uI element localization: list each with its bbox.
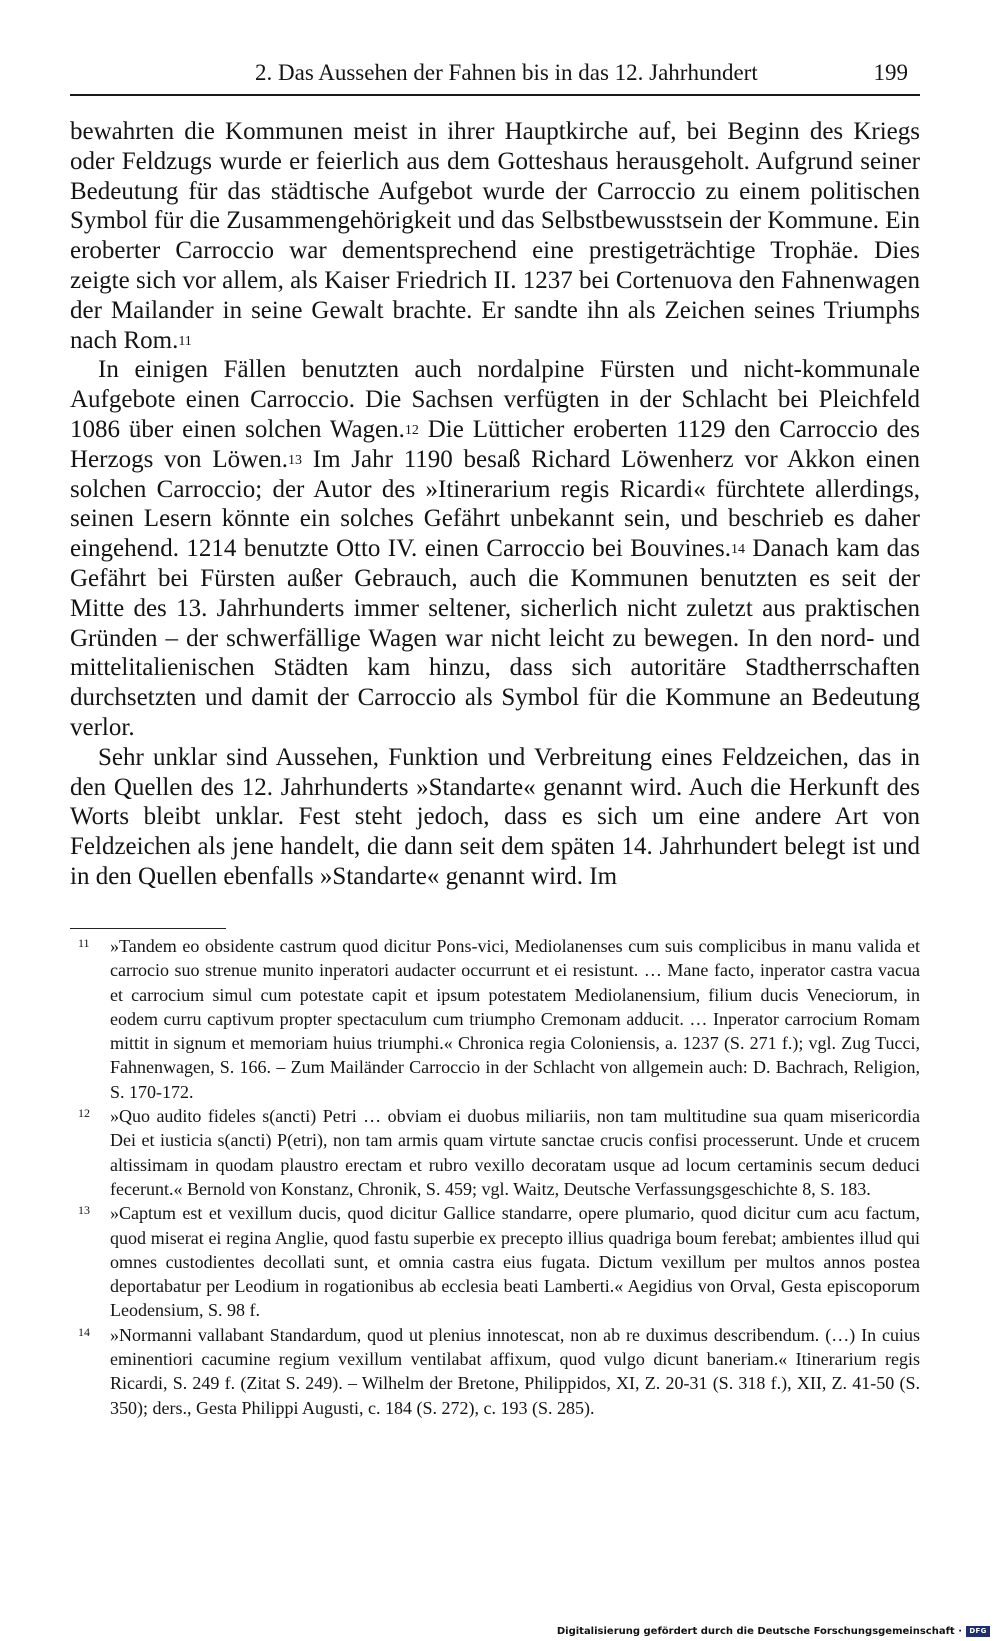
footnote-text: »Captum est et vexillum ducis, quod dicitur Gallice standarre, opere plumario, quod dicitur cum acu factum, quod miserat ei regina Anglie, quod fastu superbie ex precepto illius quadriga boum ferebat; ambientes illud qui omnes custodientes decollati sunt, et omnia castra eius fugata. Dictum vexillum per multos annos postea deportabatur per Leodium in rogationibus ab ecclesia beati Lamberti.« Aegidius von Orval, Gesta episcoporum Leodensium, S. 98 f. <box>110 1203 920 1321</box>
paragraph <box>70 117 920 355</box>
running-header <box>70 54 920 96</box>
text-run: Im Jahr 1190 besaß Richard Löwenherz vor Akkon einen solchen Carroccio; der Autor des »Itinerarium regis Ricardi« fürchtete allerdings, seinen Lesern könnte ein solches Gefährt unbekannt sein, und beschrieb es daher eingehend. 1214 benutzte Otto IV. einen Carroccio bei Bouvines. <box>70 445 920 563</box>
footnote-text: »Normanni vallabant Standardum, quod ut plenius innotescat, non ab re duximus describendum. (…) In cuius eminentiori cacumine regium vexillum ventilabat affixum, quod vulgo dicunt baneriam.« Itinerarium regis Ricardi, S. 249 f. (Zitat S. 249). – Wilhelm der Bretone, Philippidos, XI, Z. 20-31 (S. 318 f.), XII, Z. 41-50 (S. 350); ders., Gesta Philippi Augusti, c. 184 (S. 272), c. 193 (S. 285). <box>110 1324 920 1418</box>
footnote-number: 11 <box>78 936 90 950</box>
text-run: bewahrten die Kommunen meist in ihrer Hauptkirche auf, bei Beginn des Kriegs oder Feldzugs wurde er feierlich aus dem Gotteshaus herausgeholt. Aufgrund seiner Bedeutung für das städtische Aufgebot wurde der Carroccio zu einem politischen Symbol für die Zusammengehörigkeit und das Selbstbewusstsein der Kommune. Ein eroberter Carroccio war dementsprechend eine prestigeträchtige Trophäe. Dies zeigte sich vor allem, als Kaiser Friedrich II. 1237 bei Cortenuova den Fahnenwagen der Mailander in seine Gewalt brachte. Er sandte ihn als Zeichen seines Triumphs nach Rom. <box>70 118 920 354</box>
credit-text: Digitalisierung gefördert durch die Deutsche Forschungsgemeinschaft · <box>556 1625 962 1637</box>
footnote-ref: 11 <box>178 333 192 349</box>
footnote-divider <box>70 928 226 929</box>
footnote-ref: 13 <box>288 452 302 468</box>
footnote-ref: 14 <box>730 542 745 558</box>
running-title: 2. Das Aussehen der Fahnen bis in das 12. Jahrhundert <box>255 60 758 85</box>
page-number: 199 <box>873 60 908 85</box>
text-run: Danach kam das Gefährt bei Fürsten außer Gebrauch, auch die Kommunen benutzten es seit der Mitte des 13. Jahrhunderts immer seltener, sicherlich nicht zuletzt aus praktischen Gründen – der schwerfällige Wagen war nicht leicht zu bewegen. In den nord- und mittelitalienischen Städten kam hinzu, dass sich autoritäre Stadtherrschaften durchsetzten und damit der Carroccio als Symbol für die Kommune an Bedeutung verlor. <box>70 535 920 741</box>
footnote <box>70 1104 920 1201</box>
main-text <box>70 117 920 892</box>
digitization-credit <box>557 1624 990 1638</box>
footnote <box>70 934 920 1104</box>
paragraph <box>70 355 920 742</box>
dfg-logo-icon: DFG <box>966 1626 990 1637</box>
footnotes <box>70 934 920 1420</box>
footnote <box>70 1323 920 1420</box>
footnote-text: »Quo audito fideles s(ancti) Petri … obviam ei duobus miliariis, non tam multitudine sua quam misericordia Dei et iusticia s(ancti) P(etri), non tam armis quam virtute sanctae crucis confisi processerunt. Unde et crucem altissimam in quodam plaustro erectam et rubro vexillo decoratam usque ad locum certaminis secum deduci fecerunt.« Bernold von Konstanz, Chronik, S. 459; vgl. Waitz, Deutsche Verfassungsgeschichte 8, S. 183. <box>110 1106 920 1199</box>
footnote <box>70 1201 920 1322</box>
footnote-text: »Tandem eo obsidente castrum quod dicitur Pons-vici, Mediolanenses cum suis complicibus in manu valida et carrocio suo strenue munito inperatori audacter occurrunt et ei resistunt. … Mane facto, inperator castra vacua et carrocium simul cum potestate capit et ipsum potestatem Mediolanensium, filium ducis Veneciorum, in eodem curru captivum propter spectaculum cum triumpho Cremonam adducit. … Inperator carrocium Romam mittit in signum et memoriam huius triumphi.« Chronica regia Coloniensis, a. 1237 (S. 271 f.); vgl. Zug Tucci, Fahnenwagen, S. 166. – Zum Mailänder Carroccio in der Schlacht von allgemein auch: D. Bachrach, Religion, S. 170-172. <box>110 936 920 1102</box>
footnote-number: 13 <box>78 1203 90 1218</box>
footnote-ref: 12 <box>404 422 419 438</box>
footnote-number: 14 <box>78 1324 90 1339</box>
text-run: In einigen Fällen benutzten auch nordalpine Fürsten und nicht-kommunale Aufgebote einen Carroccio. Die Sachsen verfügten in der Schlacht bei Pleichfeld 1086 über einen solchen Wagen. <box>70 356 920 443</box>
text-run: Sehr unklar sind Aussehen, Funktion und Verbreitung eines Feldzeichen, das in den Quellen des 12. Jahrhunderts »Standarte« genannt wird. Auch die Herkunft des Worts bleibt unklar. Fest steht jedoch, dass es sich um eine andere Art von Feldzeichen als jene handelt, die dann seit dem späten 14. Jahrhundert belegt ist und in den Quellen ebenfalls »Standarte« genannt wird. Im <box>70 743 920 890</box>
footnote-number: 12 <box>78 1106 90 1121</box>
paragraph <box>70 743 920 892</box>
text-run: Die Lütticher eroberten 1129 den Carroccio des Herzogs von Löwen. <box>70 415 920 473</box>
